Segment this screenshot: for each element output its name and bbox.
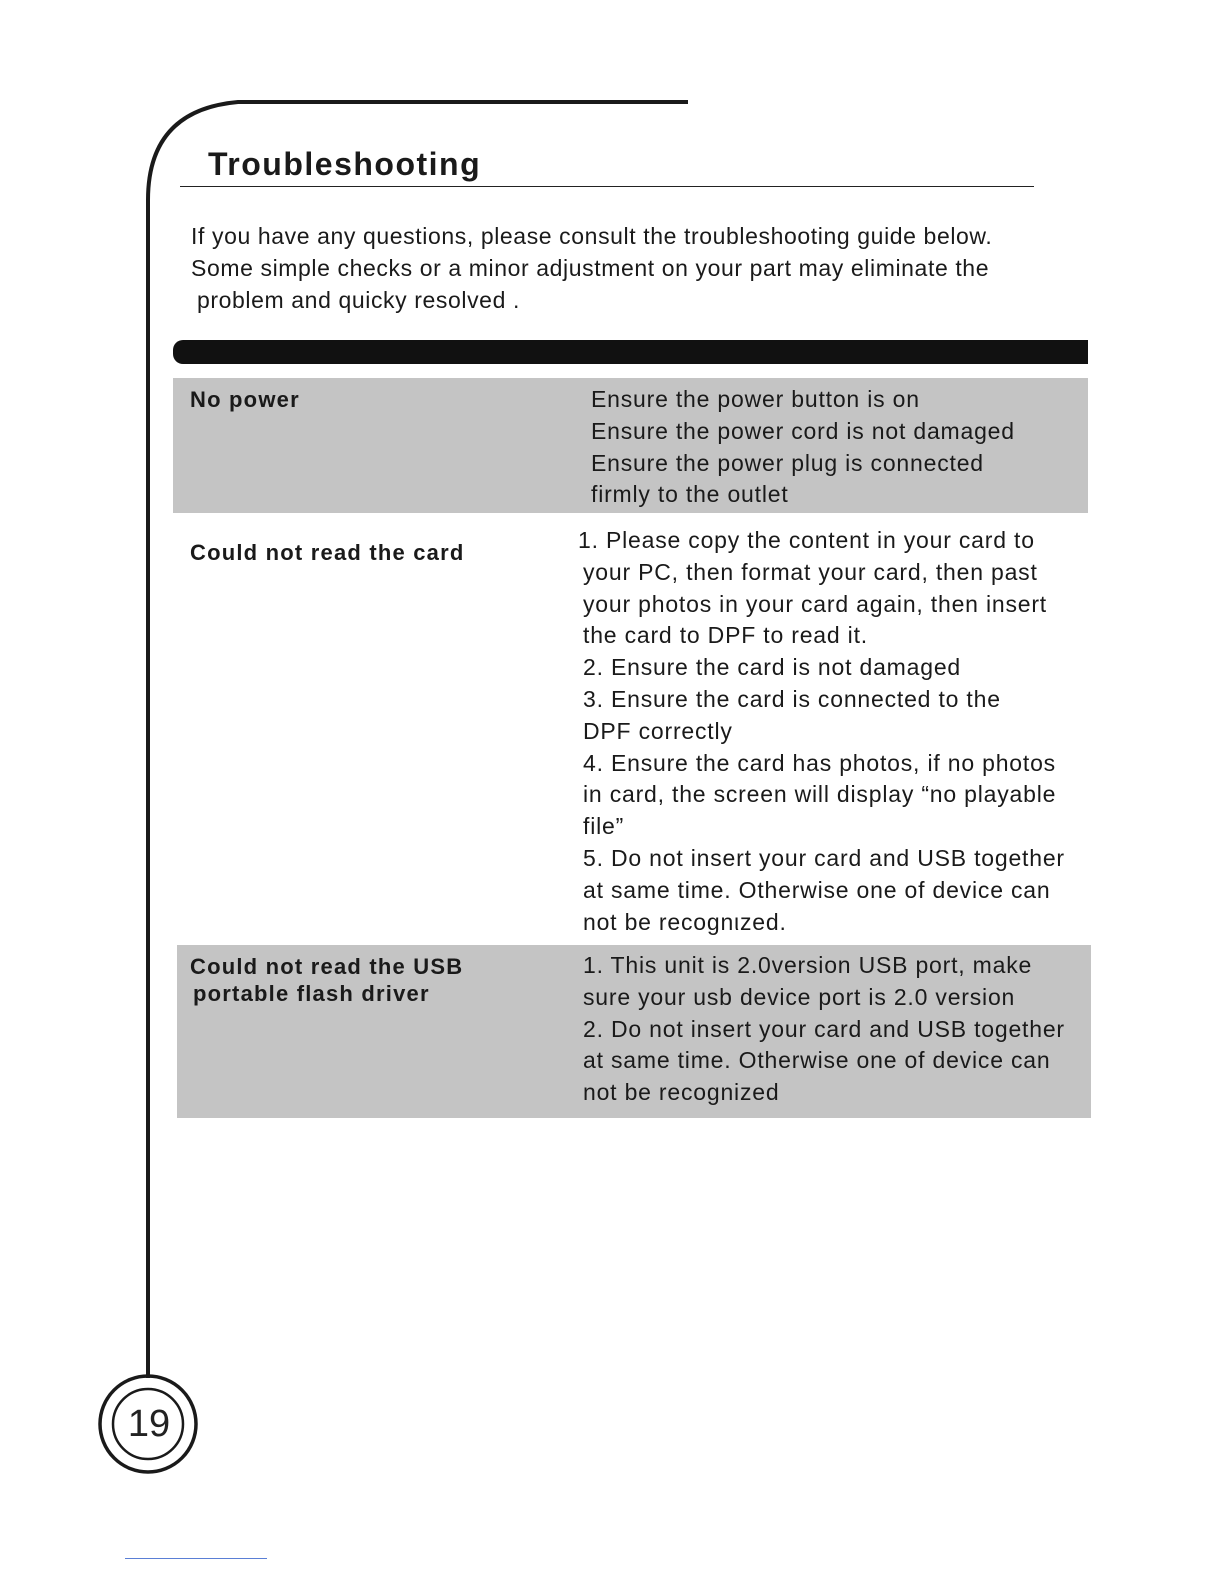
table-row-no-power [173, 378, 1088, 513]
problem-text: Could not read the card [190, 540, 465, 565]
solution-line: 1. Please copy the content in your card to [578, 527, 1035, 553]
solution-line: 4. Ensure the card has photos, if no photos [583, 749, 1056, 776]
solution-line: 1. This unit is 2.0version USB port, make [583, 952, 1033, 978]
table-row-card [173, 520, 1088, 940]
solution-line: firmly to the outlet [591, 481, 789, 508]
solution-line: your photos in your card again, then insert [583, 590, 1047, 617]
page-number: 19 [127, 1403, 171, 1445]
problem-label [190, 386, 300, 413]
solution-line: not be recognized [583, 1079, 780, 1106]
solution-line: 2. Do not insert your card and USB together [583, 1015, 1065, 1042]
solution-line: in card, the screen will display “no playable [583, 781, 1057, 808]
solution-line: DPF correctly [583, 717, 733, 744]
solution-line: your PC, then format your card, then past [583, 558, 1038, 585]
intro-line: problem and quicky resolved . [197, 287, 520, 313]
intro-line: Some simple checks or a minor adjustment on your part may eliminate the [191, 255, 990, 281]
problem-label [190, 953, 463, 1007]
problem-text: No power [190, 387, 300, 412]
solution-line: file” [583, 813, 625, 840]
problem-label [190, 539, 465, 566]
solution-text [591, 384, 1015, 511]
solution-line: sure your usb device port is 2.0 version [583, 983, 1016, 1010]
page-title: Troubleshooting [208, 146, 482, 182]
solution-text [583, 950, 1065, 1109]
title-underline [180, 186, 1034, 187]
intro-paragraph [191, 220, 1061, 316]
solution-line: 5. Do not insert your card and USB together [583, 844, 1065, 871]
table-row-usb [177, 945, 1091, 1118]
problem-text: portable flash driver [193, 981, 430, 1006]
solution-line: at same time. Otherwise one of device can [583, 876, 1051, 903]
footer-link-line [125, 1558, 267, 1559]
solution-line: Ensure the power cord is not damaged [591, 417, 1015, 444]
intro-line: If you have any questions, please consult the troubleshooting guide below. [191, 223, 993, 249]
solution-line: at same time. Otherwise one of device can [583, 1047, 1051, 1074]
solution-line: Ensure the power button is on [591, 386, 920, 412]
solution-line: the card to DPF to read it. [583, 622, 868, 649]
solution-line: not be recognιzed. [583, 908, 787, 935]
table-header-bar [173, 340, 1088, 364]
solution-line: 2. Ensure the card is not damaged [583, 654, 962, 681]
solution-line: Ensure the power plug is connected [591, 449, 984, 476]
problem-text: Could not read the USB [190, 954, 464, 979]
solution-line: 3. Ensure the card is connected to the [583, 685, 1001, 712]
solution-text [578, 525, 1065, 938]
